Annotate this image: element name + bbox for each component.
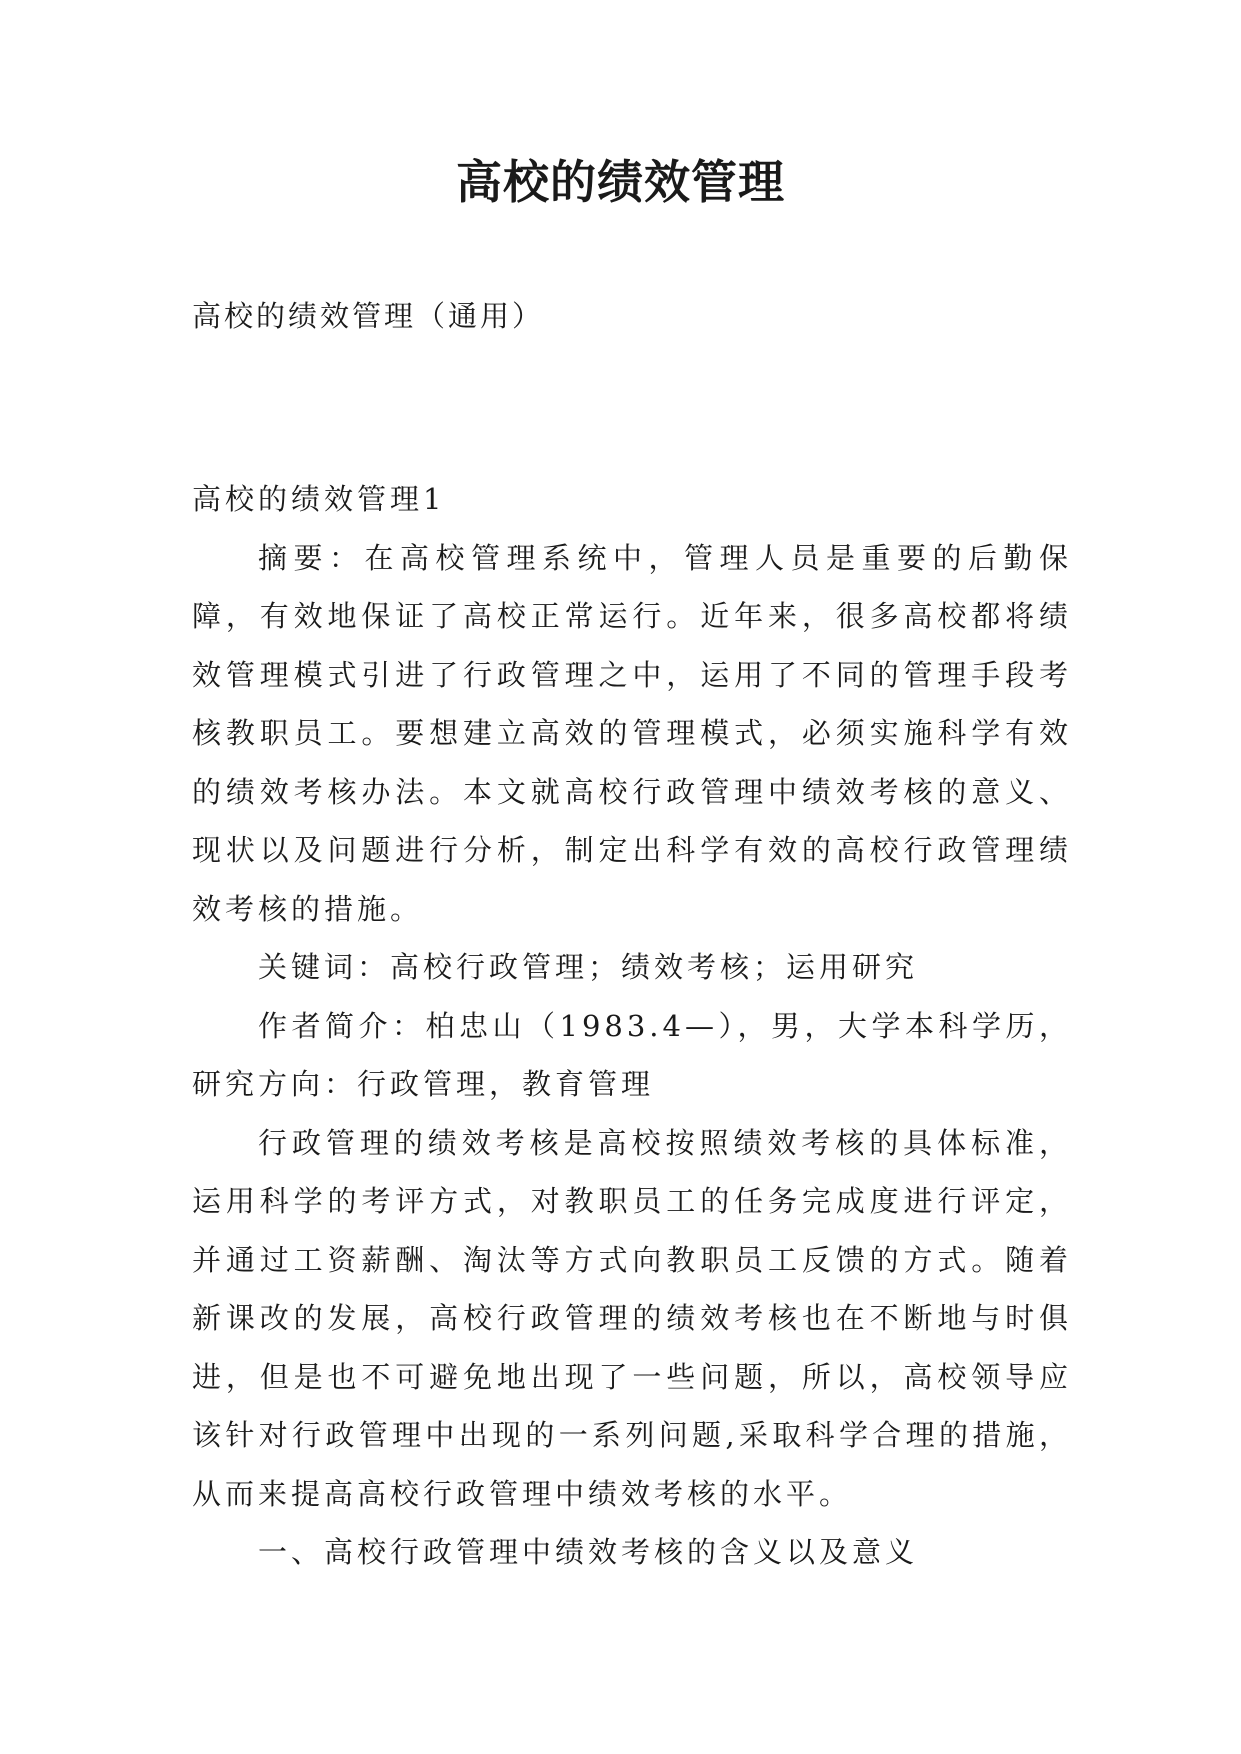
section-heading: 高校的绩效管理1 xyxy=(192,482,446,516)
abstract-paragraph: 摘要：在高校管理系统中，管理人员是重要的后勤保障，有效地保证了高校正常运行。近年来，很多高校都将绩效管理模式引进了行政管理之中，运用了不同的管理手段考核教职员工。要想建立高效的管理模式，必须实施科学有效的绩效考核办法。本文就高校行政管理中绩效考核的意义、现状以及问题进行分析，制定出科学有效的高校行政管理绩效考核的措施。 xyxy=(192,540,1072,926)
intro-paragraph: 行政管理的绩效考核是高校按照绩效考核的具体标准，运用科学的考评方式，对教职员工的任务完成度进行评定，并通过工资薪酬、淘汰等方式向教职员工反馈的方式。随着新课改的发展，高校行政管理的绩效考核也在不断地与时俱进，但是也不可避免地出现了一些问题，所以，高校领导应该针对行政管理中出现的一系列问题,采取科学合理的措施，从而来提高高校行政管理中绩效考核的水平。 xyxy=(192,1125,1072,1511)
document-title: 高校的绩效管理 xyxy=(456,155,785,209)
keywords-paragraph: 关键词：高校行政管理；绩效考核；运用研究 xyxy=(258,950,919,984)
document-subtitle: 高校的绩效管理（通用） xyxy=(192,299,545,333)
document-body xyxy=(192,470,1072,1582)
heading-1: 一、高校行政管理中绩效考核的含义以及意义 xyxy=(258,1535,919,1569)
author-paragraph: 作者简介：柏忠山（1983.4—），男，大学本科学历，研究方向：行政管理，教育管理 xyxy=(192,1008,1072,1101)
